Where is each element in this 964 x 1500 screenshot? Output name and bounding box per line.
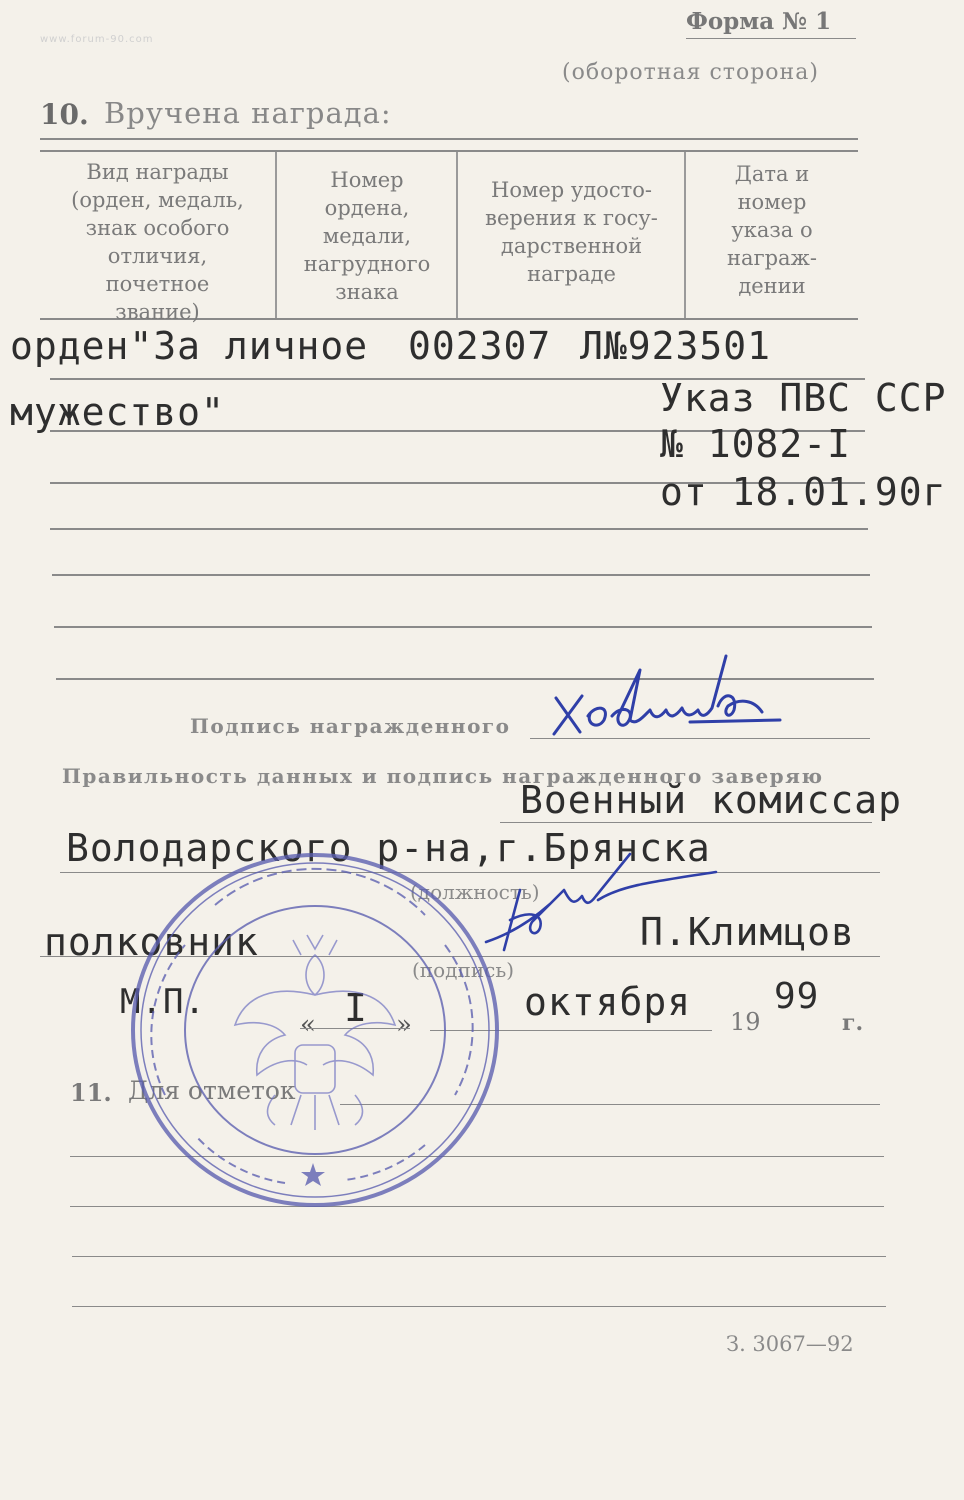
header-line: дарственной [500,234,643,258]
position-caption: (должность) [410,880,540,904]
header-line: медали, [322,224,412,248]
commissar-name: П.Климцов [640,910,855,954]
header-line: знака [335,280,399,304]
date-month: октября [524,980,692,1024]
table-header-certificate-number [459,176,684,288]
header-line: номер [737,190,807,214]
signature-caption: (подпись) [412,958,515,982]
footer-print-code: З. 3067—92 [726,1332,854,1356]
header-line: награж- [727,246,817,270]
watermark: www.forum-90.com [40,34,154,45]
awardee-signature [540,650,800,750]
award-name-line1: орден"За личное [10,324,369,368]
header-line: Номер удосто- [491,178,652,202]
position-line2: Володарского р-на,г.Брянска [66,826,711,870]
header-line: Дата и [734,162,810,186]
header-line: Вид награды [86,160,229,184]
header-line: дении [738,274,806,298]
form-side-label: (оборотная сторона) [562,60,819,85]
notes-line [72,1256,886,1257]
position-line1: Военный комиссар [520,778,903,822]
header-line: Номер [330,168,404,192]
table-col-divider [684,152,686,318]
year-suffix: 99 [774,976,820,1017]
header-line: награде [527,262,616,286]
header-line: верения к госу- [485,206,658,230]
commissar-signature [480,850,720,960]
ruled-line [50,528,868,530]
year-unit: г. [842,1010,864,1036]
position-line1-rule [500,822,872,823]
table-top-line [40,138,858,140]
form-number: Форма № 1 [686,8,832,35]
header-line: звание) [115,300,200,324]
certificate-number: Л№923501 [580,324,772,368]
table-top-line-2 [40,150,858,152]
header-line: ордена, [324,196,410,220]
year-prefix: 19 [730,1008,761,1036]
table-header-award-type [40,158,275,326]
date-quote-left: « [300,1010,316,1040]
table-col-divider [456,152,458,318]
ruled-line [54,626,872,628]
header-line: почетное [105,272,210,296]
award-name-line2: мужество" [10,390,225,434]
form-number-underline [686,38,856,39]
stamp-place-mark: М.П. [120,982,206,1022]
decree-line1: Указ ПВС ССР [660,376,947,420]
ruled-line [52,574,870,576]
table-header-decree [687,160,857,300]
official-stamp [125,845,505,1215]
section10-number: 10. [40,98,89,131]
decree-line3: от 18.01.90г [660,470,947,514]
decree-line2: № 1082-I [660,422,852,466]
date-day: I [344,986,368,1030]
awardee-signature-label: Подпись награжденного [190,714,511,738]
header-line: знак особого [85,216,230,240]
date-quote-right: » [396,1010,412,1040]
order-number: 002307 [408,324,552,368]
header-line: нагрудного [303,252,431,276]
header-line: указа о [731,218,813,242]
section11-title: Для отметок [128,1076,296,1105]
rank: полковник [44,920,259,964]
header-line: (орден, медаль, [71,188,244,212]
notes-line [72,1306,886,1307]
section11-number: 11. [70,1078,112,1107]
table-header-order-number [278,166,456,306]
table-col-divider [275,152,277,318]
section10-title: Вручена награда: [104,96,392,130]
header-line: отличия, [107,244,208,268]
certify-label: Правильность данных и подпись награжденного заверяю [62,764,824,788]
